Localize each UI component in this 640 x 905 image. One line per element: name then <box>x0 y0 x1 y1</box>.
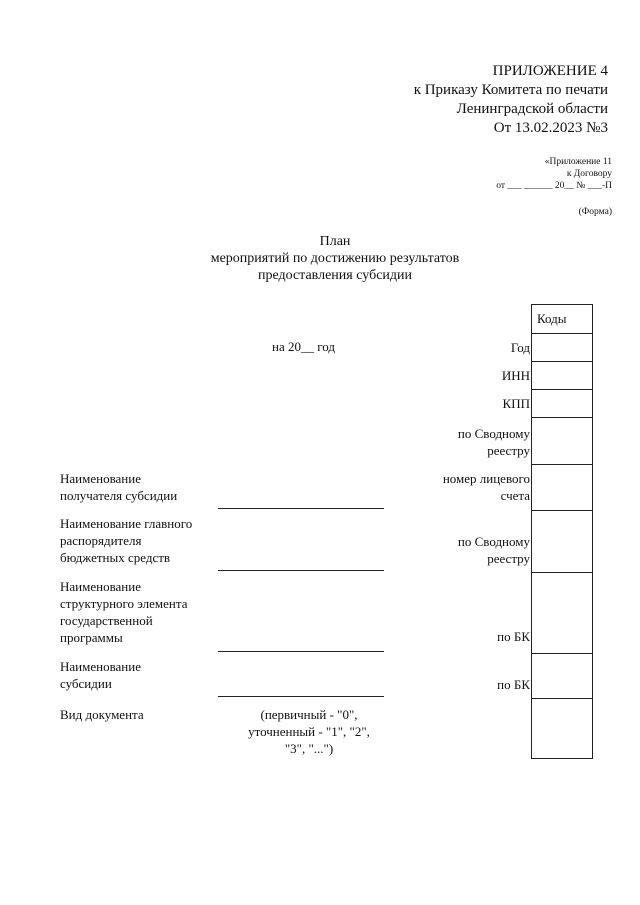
appendix-header <box>414 62 608 138</box>
code-cell-account <box>532 464 592 465</box>
label-svod-register-1: по Сводному реестру <box>457 426 530 458</box>
chief-administrator-field[interactable] <box>218 570 384 571</box>
label-document-type: Вид документа <box>60 707 144 722</box>
document-type-hint: (первичный - "0", уточненный - "1", "2", "3", "...") <box>248 707 370 756</box>
label-svod-register-2: по Сводному реестру <box>457 534 530 566</box>
code-cell-bk1 <box>532 572 592 573</box>
code-cell-svod2 <box>532 510 592 511</box>
label-kpp: КПП <box>502 396 530 411</box>
code-cell-kpp <box>532 389 592 390</box>
appendix-order-ref: к Приказу Комитета по печати <box>413 82 608 98</box>
title-line-3: предоставления субсидии <box>257 268 413 283</box>
label-inn: ИНН <box>501 368 530 383</box>
label-year: Год <box>510 340 530 355</box>
label-bk-2: по БК <box>497 677 530 692</box>
label-program-element: Наименование структурного элемента государственной программы <box>60 579 188 645</box>
attachment-contract-date: от ___ ______ 20__ № ___-П <box>496 181 612 191</box>
label-subsidy: Наименование субсидии <box>60 659 141 691</box>
code-cell-year <box>532 333 592 334</box>
appendix-region: Ленинградской области <box>456 101 608 117</box>
form-label: (Форма) <box>578 207 612 217</box>
subsidy-field[interactable] <box>218 696 384 697</box>
label-account-number: номер лицевого счета <box>442 471 530 503</box>
recipient-field[interactable] <box>218 508 384 509</box>
title-line-2: мероприятий по достижению результатов <box>210 251 460 266</box>
title-line-1: План <box>319 234 351 249</box>
attachment-number: «Приложение 11 <box>544 157 612 167</box>
code-cell-doc-type <box>532 698 592 699</box>
label-chief-administrator: Наименование главного распорядителя бюджетных средств <box>60 516 193 565</box>
label-recipient: Наименование получателя субсидии <box>60 471 178 503</box>
attachment-contract: к Договору <box>566 169 612 179</box>
contract-attachment-ref <box>496 156 612 192</box>
code-cell-bk2 <box>532 653 592 654</box>
codes-table <box>531 304 593 759</box>
code-cell-svod1 <box>532 417 592 418</box>
program-element-field[interactable] <box>218 651 384 652</box>
label-bk-1: по БК <box>497 629 530 644</box>
codes-header: Коды <box>537 311 567 326</box>
page-title <box>0 233 640 284</box>
code-cell-inn <box>532 361 592 362</box>
appendix-number: ПРИЛОЖЕНИЕ 4 <box>492 63 608 79</box>
year-label: на 20__ год <box>272 339 335 354</box>
appendix-date: От 13.02.2023 №3 <box>493 120 608 136</box>
